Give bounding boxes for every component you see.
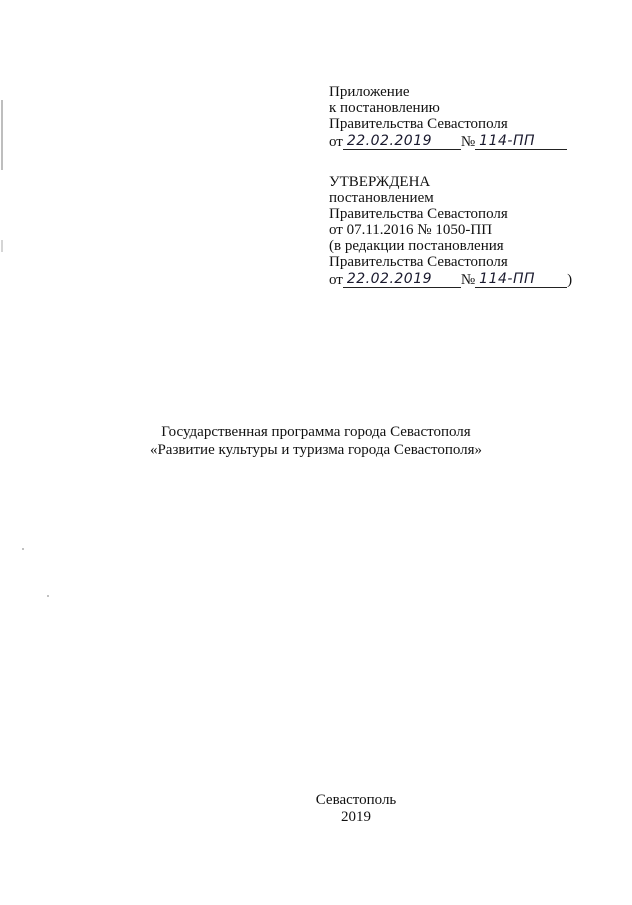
number-field xyxy=(475,133,567,150)
closing-parenthesis: ) xyxy=(567,272,573,288)
footer-year: 2019 xyxy=(341,809,371,825)
date-field xyxy=(343,133,461,150)
approved-block xyxy=(329,174,572,288)
handwritten-date: 22.02.2019 xyxy=(346,271,433,287)
number-prefix: № xyxy=(460,272,476,288)
date-prefix: от xyxy=(329,134,343,150)
appendix-date-number-line xyxy=(329,132,567,150)
appendix-line: Правительства Севастополя xyxy=(329,116,508,132)
approved-line: постановлением xyxy=(329,190,434,206)
approved-line: Правительства Севастополя xyxy=(329,206,508,222)
approved-heading: УТВЕРЖДЕНА xyxy=(329,174,431,190)
scan-edge-mark xyxy=(1,240,3,252)
footer-city: Севастополь xyxy=(315,792,397,808)
appendix-block xyxy=(329,84,567,150)
approved-date-number-line xyxy=(329,270,572,288)
title-line: «Развитие культуры и туризма города Севастополя» xyxy=(149,442,483,458)
approved-line: от 07.11.2016 № 1050-ПП xyxy=(329,222,493,238)
handwritten-number: 114-ПП xyxy=(479,133,535,149)
number-prefix: № xyxy=(460,134,476,150)
appendix-line: к постановлению xyxy=(329,100,440,116)
date-field xyxy=(343,271,461,288)
approved-line: (в редакции постановления xyxy=(329,238,504,254)
title-line: Государственная программа города Севастополя xyxy=(161,424,471,440)
document-footer xyxy=(0,792,632,826)
number-field xyxy=(475,271,567,288)
handwritten-number: 114-ПП xyxy=(479,271,535,287)
approved-line: Правительства Севастополя xyxy=(329,254,508,270)
scan-speck xyxy=(22,548,24,550)
handwritten-date: 22.02.2019 xyxy=(346,133,433,149)
date-prefix: от xyxy=(329,272,343,288)
scan-edge-mark xyxy=(1,100,3,170)
document-title xyxy=(0,423,632,459)
scan-speck xyxy=(47,595,49,597)
appendix-line: Приложение xyxy=(329,84,410,100)
